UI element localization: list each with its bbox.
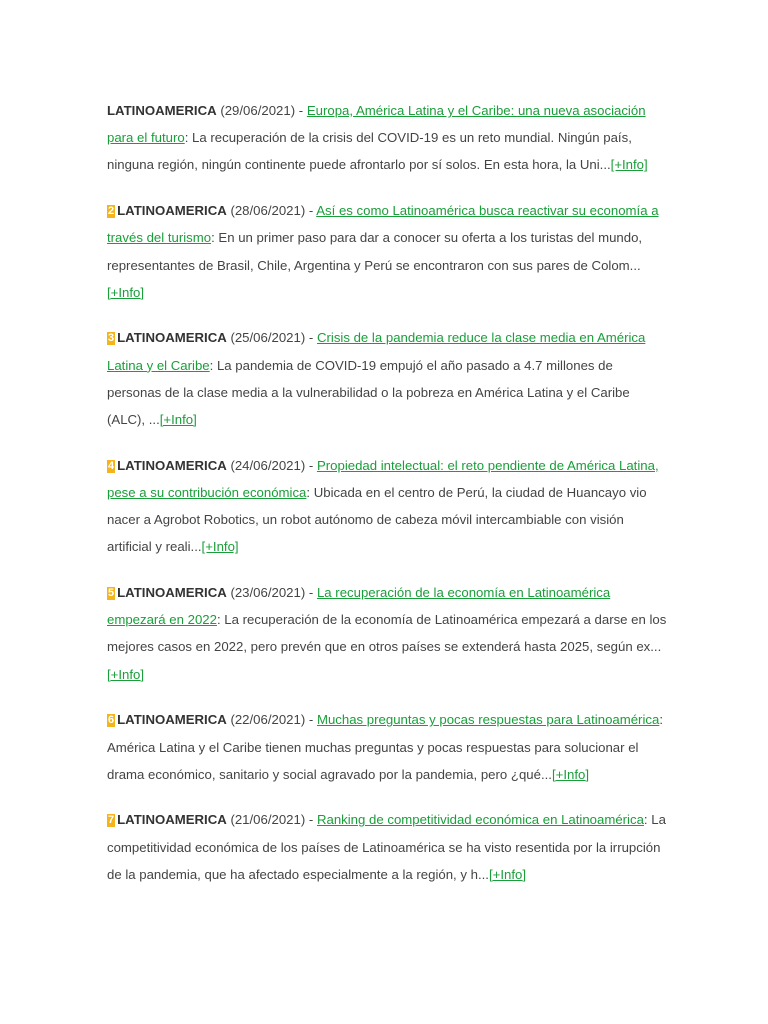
news-item — [107, 197, 667, 306]
news-title-link[interactable]: Muchas preguntas y pocas respuestas para Latinoamérica — [316, 712, 660, 728]
news-summary: : La recuperación de la economía de Latinoamérica empezará a darse en los mejores casos en 2022, pero prevén que en otros países se extenderá hasta 2025, según ex... — [107, 612, 667, 655]
news-title-link[interactable]: Ranking de competitividad económica en Latinoamérica — [316, 812, 644, 828]
news-item — [107, 806, 667, 888]
news-separator: - — [305, 812, 317, 828]
item-number-badge: 2 — [108, 205, 115, 218]
news-region: LATINOAMERICA — [117, 330, 227, 346]
item-number-badge: 7 — [108, 814, 115, 827]
more-info-link[interactable]: [+Info] — [201, 539, 239, 555]
item-number-badge: 5 — [108, 587, 115, 600]
item-number-badge: 6 — [108, 714, 115, 727]
news-title-link[interactable]: La recuperación de la economía en Latinoamérica empezará en 2022 — [107, 585, 611, 628]
news-region: LATINOAMERICA — [117, 203, 227, 219]
more-info-link[interactable]: [+Info] — [488, 866, 526, 882]
news-region: LATINOAMERICA — [117, 712, 227, 728]
news-region: LATINOAMERICA — [107, 103, 217, 118]
news-region: LATINOAMERICA — [117, 585, 227, 601]
news-summary: : América Latina y el Caribe tienen muchas preguntas y pocas respuestas para solucionar el drama económico, sanitario y social agravado por la pandemia, pero ¿qué... — [107, 712, 663, 782]
news-title-link[interactable]: Así es como Latinoamérica busca reactivar su economía a través del turismo — [107, 203, 659, 246]
more-info-link[interactable]: [+Info] — [107, 284, 145, 300]
news-separator: - — [295, 103, 307, 118]
more-info-link[interactable]: [+Info] — [107, 666, 145, 682]
news-item — [107, 324, 667, 433]
more-info-link[interactable]: [+Info] — [551, 766, 589, 782]
news-list — [107, 97, 667, 907]
news-summary: : La pandemia de COVID-19 empujó el año pasado a 4.7 millones de personas de la clase media a la vulnerabilidad o la pobreza en América Latina y el Caribe (ALC), ... — [107, 357, 630, 428]
more-info-link[interactable]: [+Info] — [610, 157, 648, 173]
news-date: (25/06/2021) — [230, 330, 306, 346]
news-separator: - — [305, 457, 317, 473]
news-item — [107, 452, 667, 561]
news-summary: : En un primer paso para dar a conocer su oferta a los turistas del mundo, representantes de Brasil, Chile, Argentina y Perú se encontraron con sus pares de Colom... — [107, 230, 643, 273]
news-date: (23/06/2021) — [230, 585, 306, 601]
news-date: (28/06/2021) — [230, 203, 306, 219]
news-title-link[interactable]: Crisis de la pandemia reduce la clase media en América Latina y el Caribe — [107, 330, 646, 373]
news-item — [107, 706, 667, 788]
news-separator: - — [305, 712, 317, 728]
news-region: LATINOAMERICA — [117, 457, 227, 473]
news-date: (24/06/2021) — [230, 457, 306, 473]
news-date: (29/06/2021) — [220, 103, 296, 118]
news-region: LATINOAMERICA — [117, 812, 227, 828]
news-separator: - — [305, 585, 317, 601]
news-title-link[interactable]: Europa, América Latina y el Caribe: una nueva asociación para el futuro — [107, 103, 646, 146]
item-number-badge: 3 — [108, 332, 115, 345]
more-info-link[interactable]: [+Info] — [159, 412, 197, 428]
item-number-badge: 4 — [108, 459, 115, 472]
news-separator: - — [305, 330, 317, 346]
news-item — [107, 579, 667, 688]
news-item — [107, 97, 667, 179]
news-title-link[interactable]: Propiedad intelectual: el reto pendiente de América Latina, pese a su contribución económica — [107, 457, 659, 500]
news-summary: : Ubicada en el centro de Perú, la ciudad de Huancayo vio nacer a Agrobot Robotics, un robot autónomo de cabeza móvil intercambiable con visión artificial y reali... — [107, 484, 647, 555]
news-summary: : La competitividad económica de los países de Latinoamérica se ha visto resentida por la irrupción de la pandemia, que ha afectado especialmente a la región, y h... — [107, 812, 666, 882]
news-date: (21/06/2021) — [230, 812, 306, 828]
news-date: (22/06/2021) — [230, 712, 306, 728]
news-summary: : La recuperación de la crisis del COVID-19 es un reto mundial. Ningún país, ninguna región, ningún continente puede afrontarlo por sí solos. En esta hora, la Uni... — [107, 130, 632, 173]
news-separator: - — [305, 203, 317, 219]
